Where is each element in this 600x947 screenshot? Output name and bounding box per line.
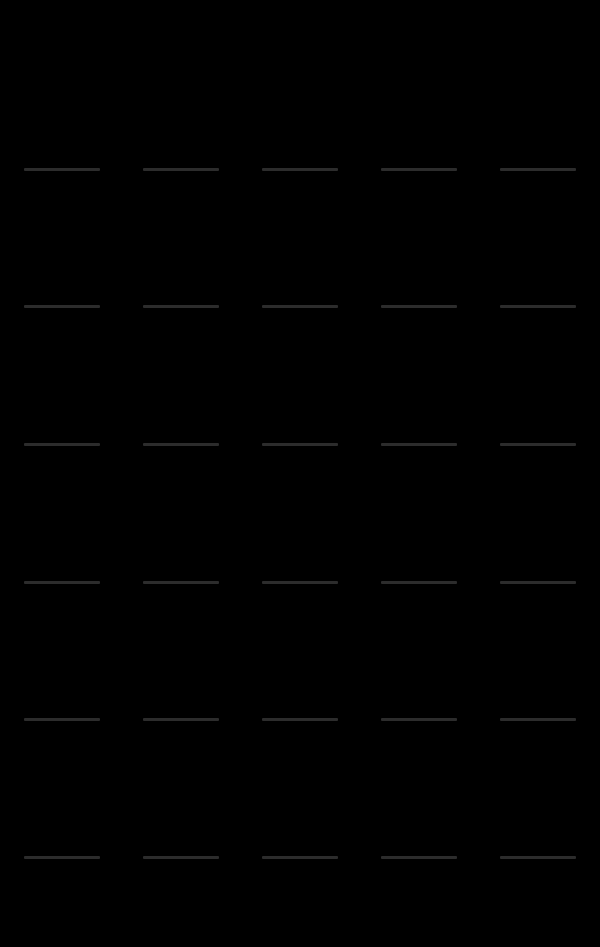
grid-item[interactable] xyxy=(24,614,100,726)
grid-item[interactable] xyxy=(500,62,576,174)
item-thumbnail[interactable] xyxy=(500,338,576,438)
item-label xyxy=(500,443,576,446)
item-thumbnail[interactable] xyxy=(500,476,576,576)
grid-item[interactable] xyxy=(381,338,457,450)
grid-item[interactable] xyxy=(500,200,576,312)
item-thumbnail[interactable] xyxy=(500,752,576,852)
grid-item[interactable] xyxy=(262,200,338,312)
item-label xyxy=(262,443,338,446)
grid-item[interactable] xyxy=(262,752,338,864)
item-label xyxy=(500,168,576,171)
item-label xyxy=(262,856,338,859)
item-thumbnail[interactable] xyxy=(143,614,219,714)
footer-bar xyxy=(0,877,600,947)
item-label xyxy=(24,305,100,308)
item-label xyxy=(381,443,457,446)
item-label xyxy=(381,718,457,721)
item-label xyxy=(24,856,100,859)
grid-item[interactable] xyxy=(262,476,338,588)
item-thumbnail[interactable] xyxy=(381,62,457,162)
item-thumbnail[interactable] xyxy=(24,338,100,438)
grid-item[interactable] xyxy=(381,476,457,588)
item-thumbnail[interactable] xyxy=(262,614,338,714)
item-thumbnail[interactable] xyxy=(381,476,457,576)
item-thumbnail[interactable] xyxy=(500,614,576,714)
item-label xyxy=(381,168,457,171)
item-label xyxy=(24,718,100,721)
item-label xyxy=(143,305,219,308)
item-thumbnail[interactable] xyxy=(24,614,100,714)
grid-item[interactable] xyxy=(24,200,100,312)
grid-item[interactable] xyxy=(143,752,219,864)
grid-item[interactable] xyxy=(262,62,338,174)
item-thumbnail[interactable] xyxy=(143,338,219,438)
item-thumbnail[interactable] xyxy=(500,62,576,162)
grid-item[interactable] xyxy=(262,614,338,726)
item-thumbnail[interactable] xyxy=(262,62,338,162)
item-thumbnail[interactable] xyxy=(143,752,219,852)
item-label xyxy=(262,581,338,584)
grid-item[interactable] xyxy=(500,752,576,864)
item-label xyxy=(381,581,457,584)
item-label xyxy=(143,856,219,859)
grid-item[interactable] xyxy=(262,338,338,450)
grid-item[interactable] xyxy=(24,752,100,864)
item-thumbnail[interactable] xyxy=(143,62,219,162)
item-thumbnail[interactable] xyxy=(381,614,457,714)
item-label xyxy=(143,168,219,171)
grid-item[interactable] xyxy=(24,62,100,174)
grid-item[interactable] xyxy=(500,338,576,450)
item-thumbnail[interactable] xyxy=(500,200,576,300)
grid-item[interactable] xyxy=(143,62,219,174)
grid-item[interactable] xyxy=(381,614,457,726)
grid-item[interactable] xyxy=(381,752,457,864)
item-label xyxy=(262,168,338,171)
item-label xyxy=(143,581,219,584)
grid-item[interactable] xyxy=(143,476,219,588)
grid-item[interactable] xyxy=(500,476,576,588)
item-label xyxy=(24,168,100,171)
grid-item[interactable] xyxy=(381,200,457,312)
item-label xyxy=(262,305,338,308)
grid-item[interactable] xyxy=(143,200,219,312)
item-thumbnail[interactable] xyxy=(24,200,100,300)
item-label xyxy=(24,443,100,446)
item-label xyxy=(24,581,100,584)
item-thumbnail[interactable] xyxy=(143,200,219,300)
item-label xyxy=(143,718,219,721)
item-thumbnail[interactable] xyxy=(24,476,100,576)
grid-item[interactable] xyxy=(24,476,100,588)
item-label xyxy=(500,305,576,308)
item-thumbnail[interactable] xyxy=(381,200,457,300)
grid-item[interactable] xyxy=(500,614,576,726)
item-thumbnail[interactable] xyxy=(143,476,219,576)
item-label xyxy=(500,718,576,721)
item-thumbnail[interactable] xyxy=(262,752,338,852)
grid-item[interactable] xyxy=(24,338,100,450)
item-thumbnail[interactable] xyxy=(24,62,100,162)
item-label xyxy=(500,856,576,859)
item-label xyxy=(381,305,457,308)
item-label xyxy=(500,581,576,584)
item-label xyxy=(143,443,219,446)
item-label xyxy=(262,718,338,721)
grid-item[interactable] xyxy=(143,338,219,450)
item-thumbnail[interactable] xyxy=(24,752,100,852)
item-thumbnail[interactable] xyxy=(381,752,457,852)
grid-item[interactable] xyxy=(143,614,219,726)
grid-item[interactable] xyxy=(381,62,457,174)
item-thumbnail[interactable] xyxy=(262,338,338,438)
item-thumbnail[interactable] xyxy=(381,338,457,438)
item-thumbnail[interactable] xyxy=(262,200,338,300)
item-label xyxy=(381,856,457,859)
item-thumbnail[interactable] xyxy=(262,476,338,576)
